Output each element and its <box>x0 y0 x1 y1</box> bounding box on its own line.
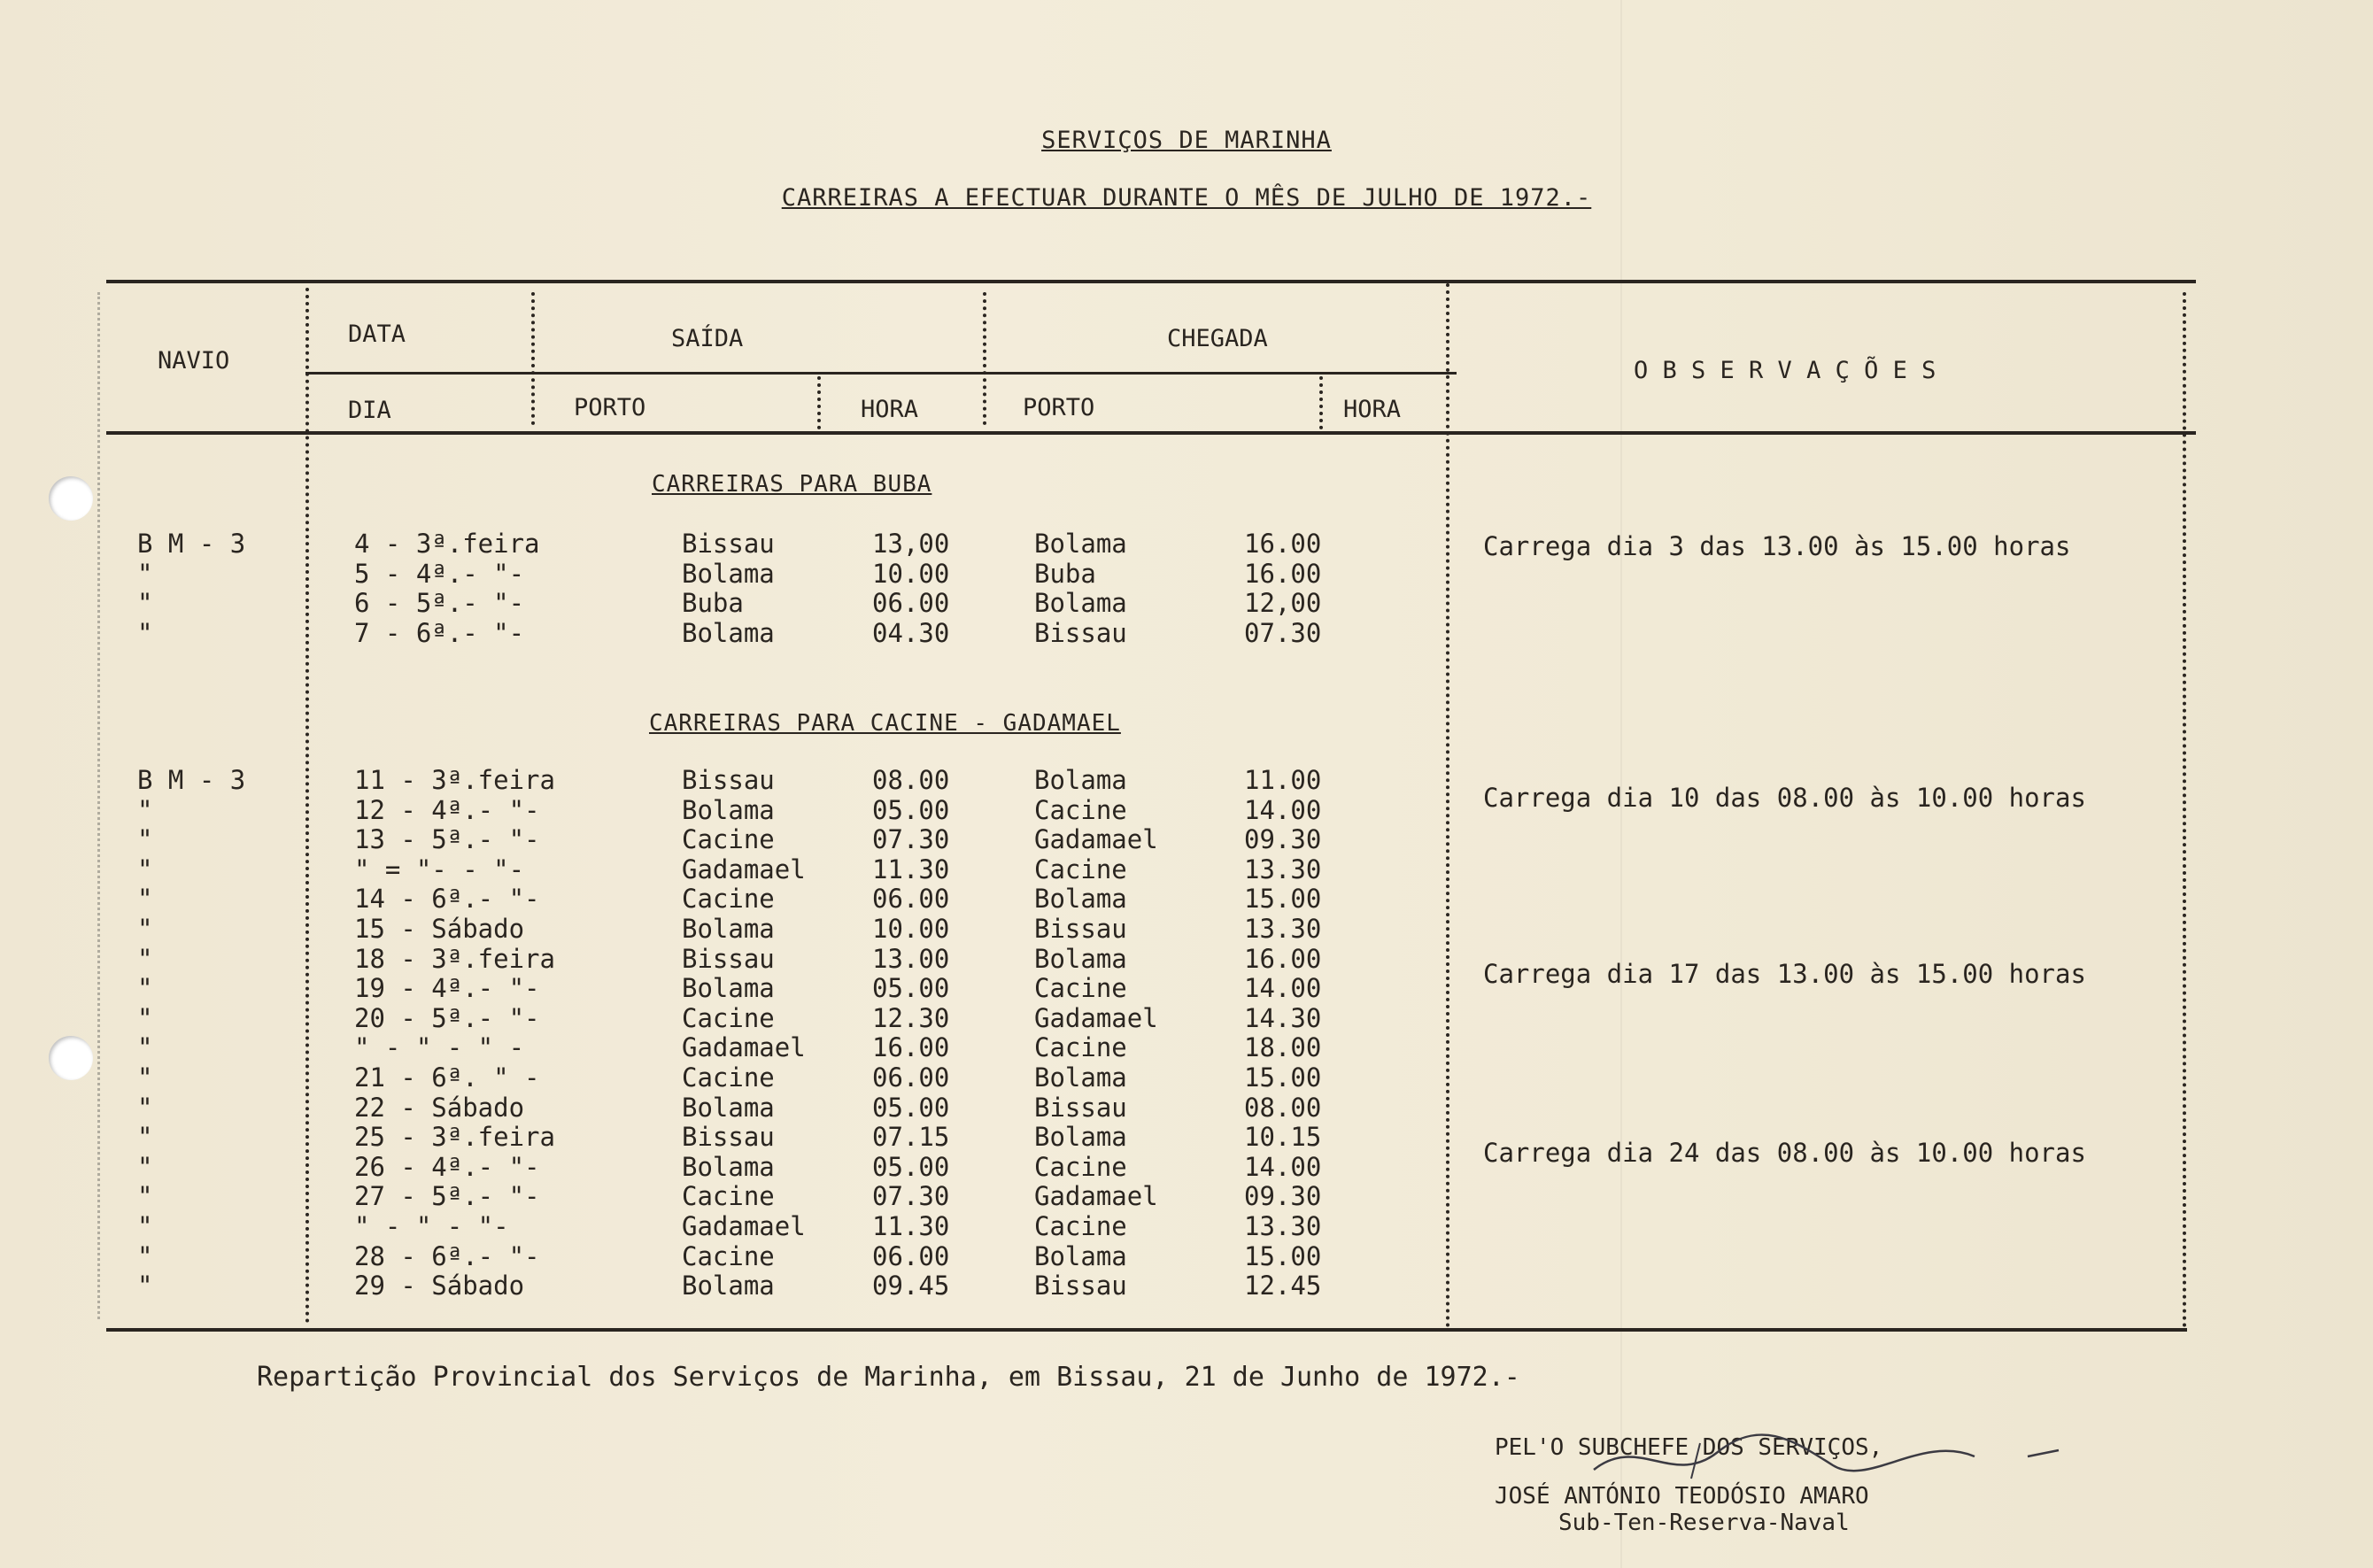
row-saida-hora: 10.00 <box>872 914 950 944</box>
row-dia: 7 - 6ª.- "- <box>354 617 525 648</box>
row-navio: " <box>137 1181 153 1212</box>
header-chegada: CHEGADA <box>1167 325 1268 352</box>
header-saida: SAÍDA <box>671 325 744 352</box>
row-navio: " <box>137 973 153 1004</box>
row-saida-porto: Gadamael <box>682 1211 806 1241</box>
row-dia: 27 - 5ª.- "- <box>354 1181 540 1212</box>
row-saida-hora: 04.30 <box>872 617 950 648</box>
observation-cacine-3: Carrega dia 24 das 08.00 às 10.00 horas <box>1483 1138 2086 1168</box>
row-saida-hora: 05.00 <box>872 1092 950 1123</box>
row-chegada-porto: Bolama <box>1034 943 1127 974</box>
row-dia: " - " - " - <box>354 1032 525 1063</box>
row-dia: 29 - Sábado <box>354 1271 525 1302</box>
row-navio: " <box>137 1062 153 1093</box>
row-navio: " <box>137 943 153 974</box>
row-saida-hora: 08.00 <box>872 765 950 795</box>
row-saida-porto: Bolama <box>682 1271 775 1302</box>
row-navio: " <box>137 1211 153 1241</box>
row-navio: " <box>137 854 153 884</box>
row-chegada-porto: Bolama <box>1034 1122 1127 1153</box>
row-chegada-porto: Bissau <box>1034 617 1127 648</box>
row-navio: " <box>137 558 153 589</box>
row-dia: 6 - 5ª.- "- <box>354 588 525 618</box>
row-saida-porto: Gadamael <box>682 1032 806 1063</box>
row-navio: " <box>137 1151 153 1182</box>
document-subtitle: CARREIRAS A EFECTUAR DURANTE O MÊS DE JULHO DE 1972.- <box>781 184 1592 212</box>
row-chegada-hora: 14.30 <box>1244 1002 1322 1033</box>
row-chegada-porto: Bissau <box>1034 1092 1127 1123</box>
row-saida-porto: Bissau <box>682 529 775 559</box>
header-saida-porto: PORTO <box>574 394 646 421</box>
row-saida-porto: Cacine <box>682 1002 775 1033</box>
header-data: DATA <box>348 321 406 348</box>
row-saida-porto: Cacine <box>682 1181 775 1212</box>
observation-cacine-1: Carrega dia 10 das 08.00 às 10.00 horas <box>1483 783 2086 813</box>
row-saida-porto: Bolama <box>682 558 775 589</box>
row-chegada-hora: 12,00 <box>1244 588 1322 618</box>
observation-buba: Carrega dia 3 das 13.00 às 15.00 horas <box>1483 531 2071 561</box>
row-dia: 15 - Sábado <box>354 914 525 944</box>
row-dia: " - " - "- <box>354 1211 509 1241</box>
row-saida-hora: 06.00 <box>872 588 950 618</box>
row-chegada-hora: 14.00 <box>1244 1151 1322 1182</box>
table-row <box>0 854 2373 884</box>
column-divider-saida-hora <box>817 376 821 429</box>
row-chegada-porto: Gadamael <box>1034 1002 1158 1033</box>
row-navio: " <box>137 1122 153 1153</box>
signature-for-line: PEL'O SUBCHEFE DOS SERVIÇOS, <box>1495 1434 1883 1461</box>
row-dia: 5 - 4ª.- "- <box>354 558 525 589</box>
observation-cacine-2: Carrega dia 17 das 13.00 às 15.00 horas <box>1483 959 2086 989</box>
row-navio: " <box>137 1092 153 1123</box>
row-navio: " <box>137 1271 153 1302</box>
row-chegada-hora: 07.30 <box>1244 617 1322 648</box>
row-chegada-porto: Cacine <box>1034 854 1127 884</box>
table-header-rule <box>106 431 2196 435</box>
row-saida-porto: Bissau <box>682 765 775 795</box>
table-row <box>0 1062 2373 1093</box>
row-saida-hora: 09.45 <box>872 1271 950 1302</box>
row-chegada-porto: Bolama <box>1034 884 1127 915</box>
row-dia: 25 - 3ª.feira <box>354 1122 555 1153</box>
row-chegada-hora: 08.00 <box>1244 1092 1322 1123</box>
row-chegada-hora: 09.30 <box>1244 1181 1322 1212</box>
row-saida-porto: Bolama <box>682 617 775 648</box>
row-chegada-hora: 16.00 <box>1244 943 1322 974</box>
row-saida-hora: 06.00 <box>872 1062 950 1093</box>
table-row <box>0 559 2373 589</box>
row-navio: " <box>137 914 153 944</box>
punch-hole-top <box>49 476 93 521</box>
handwritten-signature <box>1567 1417 2063 1496</box>
row-dia: 21 - 6ª. " - <box>354 1062 540 1093</box>
column-divider-data <box>531 292 535 425</box>
row-saida-hora: 11.30 <box>872 1211 950 1241</box>
row-saida-porto: Bolama <box>682 794 775 825</box>
row-saida-hora: 05.00 <box>872 973 950 1004</box>
table-subheader-rule <box>305 372 1457 375</box>
row-saida-porto: Bolama <box>682 973 775 1004</box>
row-navio: " <box>137 588 153 618</box>
row-saida-porto: Cacine <box>682 884 775 915</box>
table-row <box>0 824 2373 854</box>
row-navio: B M - 3 <box>137 765 246 795</box>
row-navio: " <box>137 1240 153 1271</box>
row-navio: B M - 3 <box>137 529 246 559</box>
row-chegada-porto: Bolama <box>1034 588 1127 618</box>
row-dia: 22 - Sábado <box>354 1092 525 1123</box>
row-navio: " <box>137 617 153 648</box>
row-chegada-porto: Cacine <box>1034 1151 1127 1182</box>
table-row <box>0 1241 2373 1271</box>
row-navio: " <box>137 884 153 915</box>
header-chegada-porto: PORTO <box>1023 394 1095 421</box>
table-row <box>0 588 2373 618</box>
row-saida-porto: Bissau <box>682 943 775 974</box>
header-dia: DIA <box>348 397 391 424</box>
row-chegada-hora: 14.00 <box>1244 973 1322 1004</box>
row-saida-porto: Bolama <box>682 1092 775 1123</box>
row-chegada-porto: Cacine <box>1034 1211 1127 1241</box>
row-chegada-hora: 11.00 <box>1244 765 1322 795</box>
row-chegada-hora: 16.00 <box>1244 558 1322 589</box>
row-dia: 28 - 6ª.- "- <box>354 1240 540 1271</box>
header-chegada-hora: HORA <box>1343 396 1402 423</box>
row-chegada-hora: 13.30 <box>1244 854 1322 884</box>
section-title-buba: CARREIRAS PARA BUBA <box>652 471 932 498</box>
table-row <box>0 618 2373 648</box>
table-row <box>0 1032 2373 1062</box>
row-navio: " <box>137 824 153 855</box>
table-row <box>0 1211 2373 1241</box>
row-chegada-porto: Bolama <box>1034 765 1127 795</box>
row-navio: " <box>137 794 153 825</box>
row-saida-hora: 07.30 <box>872 824 950 855</box>
row-saida-hora: 05.00 <box>872 1151 950 1182</box>
row-saida-porto: Cacine <box>682 1062 775 1093</box>
row-navio: " <box>137 1002 153 1033</box>
row-chegada-hora: 15.00 <box>1244 884 1322 915</box>
row-chegada-porto: Buba <box>1034 558 1096 589</box>
row-chegada-porto: Cacine <box>1034 973 1127 1004</box>
row-saida-hora: 13.00 <box>872 943 950 974</box>
row-chegada-hora: 18.00 <box>1244 1032 1322 1063</box>
signature-rank: Sub-Ten-Reserva-Naval <box>1558 1510 1850 1536</box>
row-dia: 20 - 5ª.- "- <box>354 1002 540 1033</box>
row-chegada-porto: Cacine <box>1034 794 1127 825</box>
header-navio: NAVIO <box>158 347 230 375</box>
row-chegada-porto: Cacine <box>1034 1032 1127 1063</box>
header-saida-hora: HORA <box>861 396 919 423</box>
row-chegada-hora: 13.30 <box>1244 914 1322 944</box>
row-chegada-hora: 13.30 <box>1244 1211 1322 1241</box>
section-title-cacine-gadamael: CARREIRAS PARA CACINE - GADAMAEL <box>649 710 1121 737</box>
row-chegada-porto: Bissau <box>1034 914 1127 944</box>
row-chegada-porto: Bolama <box>1034 1062 1127 1093</box>
row-saida-hora: 07.15 <box>872 1122 950 1153</box>
header-observacoes: O B S E R V A Ç Õ E S <box>1634 357 1936 384</box>
row-chegada-porto: Bolama <box>1034 529 1127 559</box>
row-saida-porto: Bolama <box>682 914 775 944</box>
table-row <box>0 914 2373 944</box>
row-chegada-hora: 12.45 <box>1244 1271 1322 1302</box>
footer-place-date: Repartição Provincial dos Serviços de Marinha, em Bissau, 21 de Junho de 1972.- <box>257 1362 1520 1393</box>
row-chegada-porto: Gadamael <box>1034 1181 1158 1212</box>
row-dia: 12 - 4ª.- "- <box>354 794 540 825</box>
row-saida-hora: 05.00 <box>872 794 950 825</box>
row-saida-porto: Bolama <box>682 1151 775 1182</box>
row-chegada-hora: 16.00 <box>1244 529 1322 559</box>
row-saida-hora: 07.30 <box>872 1181 950 1212</box>
row-dia: 14 - 6ª.- "- <box>354 884 540 915</box>
row-saida-hora: 06.00 <box>872 1240 950 1271</box>
row-chegada-porto: Gadamael <box>1034 824 1158 855</box>
row-saida-hora: 12.30 <box>872 1002 950 1033</box>
row-saida-hora: 06.00 <box>872 884 950 915</box>
column-divider-chegada-hora <box>1319 376 1323 429</box>
row-dia: 19 - 4ª.- "- <box>354 973 540 1004</box>
row-chegada-hora: 14.00 <box>1244 794 1322 825</box>
row-dia: 26 - 4ª.- "- <box>354 1151 540 1182</box>
row-chegada-hora: 15.00 <box>1244 1240 1322 1271</box>
row-dia: 18 - 3ª.feira <box>354 943 555 974</box>
table-row <box>0 1271 2373 1301</box>
row-dia: 4 - 3ª.feira <box>354 529 540 559</box>
document-title: SERVIÇOS DE MARINHA <box>1041 127 1332 154</box>
row-saida-porto: Cacine <box>682 1240 775 1271</box>
row-saida-hora: 11.30 <box>872 854 950 884</box>
row-chegada-porto: Bissau <box>1034 1271 1127 1302</box>
row-saida-hora: 16.00 <box>872 1032 950 1063</box>
column-divider-chegada <box>983 292 986 425</box>
row-dia: 11 - 3ª.feira <box>354 765 555 795</box>
row-saida-porto: Gadamael <box>682 854 806 884</box>
table-row <box>0 1093 2373 1123</box>
row-chegada-porto: Bolama <box>1034 1240 1127 1271</box>
row-navio: " <box>137 1032 153 1063</box>
table-row <box>0 1181 2373 1211</box>
row-dia: 13 - 5ª.- "- <box>354 824 540 855</box>
row-chegada-hora: 10.15 <box>1244 1122 1322 1153</box>
table-row <box>0 1003 2373 1033</box>
row-chegada-hora: 15.00 <box>1244 1062 1322 1093</box>
row-chegada-hora: 09.30 <box>1244 824 1322 855</box>
row-saida-hora: 10.00 <box>872 558 950 589</box>
signature-name: JOSÉ ANTÓNIO TEODÓSIO AMARO <box>1495 1483 1869 1510</box>
row-saida-porto: Bissau <box>682 1122 775 1153</box>
table-bottom-rule <box>106 1328 2187 1332</box>
row-saida-hora: 13,00 <box>872 529 950 559</box>
table-top-rule <box>106 280 2196 283</box>
table-row <box>0 884 2373 914</box>
row-saida-porto: Cacine <box>682 824 775 855</box>
row-saida-porto: Buba <box>682 588 744 618</box>
row-dia: " = "- - "- <box>354 854 525 884</box>
